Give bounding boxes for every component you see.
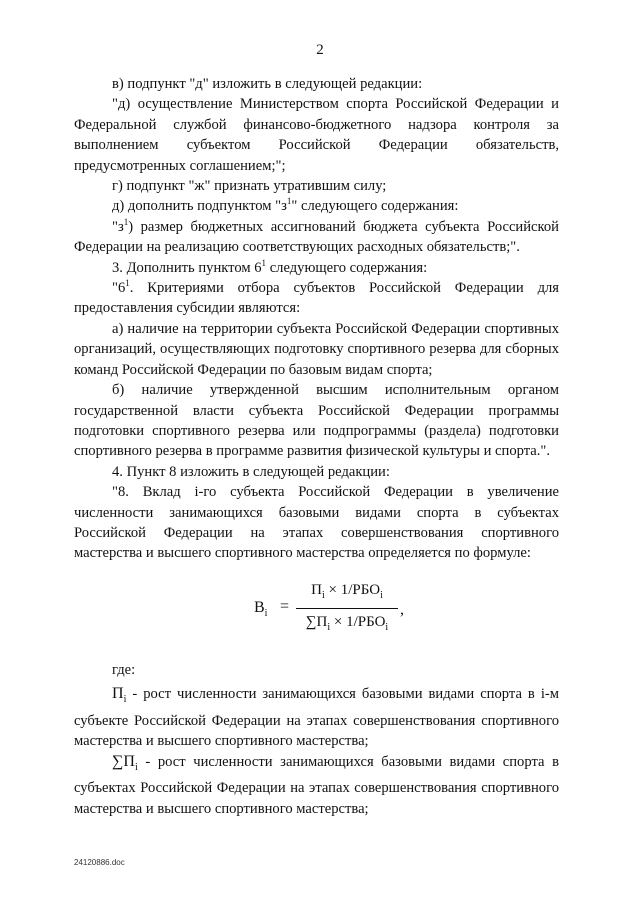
formula-lhs <box>254 598 267 625</box>
symbol-subscript: i <box>123 694 127 706</box>
paragraph-criterion-a: а) наличие на территории субъекта Российской Федерации спортивных организаций, осуществляющих подготовку спортивного резерва для сборных команд Российской Федерации по базовым видам спорта; <box>74 320 559 378</box>
definition-text: - рост численности занимающихся базовыми видами спорта в i-м субъекте Российской Федерации на этапах совершенствования спортивного мастерства и высшего спортивного мастерства; <box>74 686 559 750</box>
denominator-term: × 1/РБО <box>330 614 386 631</box>
formula-numerator <box>296 580 398 609</box>
numerator-subscript: i <box>321 589 325 601</box>
denominator-subscript-2: i <box>385 622 389 634</box>
numerator-symbol: П <box>311 581 322 598</box>
text-fragment: " следующего содержания: <box>291 198 459 215</box>
superscript: 1 <box>123 216 129 227</box>
text-fragment: "6 <box>112 280 126 297</box>
numerator-subscript-2: i <box>380 589 383 601</box>
paragraph-6-1 <box>74 278 559 319</box>
formula-denominator <box>296 609 398 638</box>
document-body <box>74 74 559 819</box>
paragraph-item-3 <box>74 258 559 278</box>
page-number: 2 <box>316 42 324 58</box>
formula-lhs-symbol: B <box>254 598 265 616</box>
paragraph-8: "8. Вклад i-го субъекта Российской Федерации в увеличение численности занимающихся базовыми видами спорта в субъектах Российской Федерации на этапах совершенствования спортивного мастерства и высшего спортивного мастерства определяется по формуле: <box>74 484 559 562</box>
formula-fraction <box>296 580 398 639</box>
formula <box>74 580 559 648</box>
symbol-subscript: i <box>134 761 138 773</box>
paragraph-item-4: 4. Пункт 8 изложить в следующей редакции: <box>112 463 390 480</box>
numerator-term: × 1/РБО <box>324 581 381 598</box>
text-fragment: "з <box>112 218 124 235</box>
paragraph-criterion-b: б) наличие утвержденной высшим исполнительным органом государственной власти субъекта Российской Федерации программы подготовки спортивного резерва или подпрограммы (раздела) подготовки спортивного резерва в программе развития физической культуры и спорта.". <box>74 382 559 460</box>
definition-symbol <box>112 685 127 706</box>
formula-equals: = <box>280 597 290 615</box>
paragraph-g: г) подпункт "ж" признать утратившим силу; <box>112 178 387 195</box>
definition-symbol <box>112 752 138 773</box>
text-fragment: следующего содержания: <box>266 259 428 276</box>
text-fragment: ) размер бюджетных ассигнований бюджета субъекта Российской Федерации на реализацию соответствующих расходных обязательств;". <box>74 218 559 256</box>
file-footer: 24120886.doc <box>74 858 125 867</box>
definition-pi <box>74 684 559 751</box>
paragraph-v: в) подпункт "д" изложить в следующей редакции: <box>112 76 423 92</box>
where-label: где: <box>112 661 136 678</box>
formula-comma: , <box>400 600 404 618</box>
text-fragment: 3. Дополнить пунктом 6 <box>112 259 262 276</box>
paragraph-z1 <box>74 217 559 258</box>
definition-sum-pi <box>74 752 559 819</box>
superscript: 1 <box>261 257 267 268</box>
denominator-subscript: i <box>327 622 331 634</box>
paragraph-d-add <box>74 196 559 216</box>
paragraph-d-text: "д) осуществление Министерством спорта Российской Федерации и Федеральной службой финансово-бюджетного надзора контроля за выполнением субъектом Российской Федерации обязательств, предусмотренных соглашением;"; <box>74 96 559 174</box>
text-fragment: . Критериями отбора субъектов Российской Федерации для предоставления субсидии являются: <box>74 280 559 317</box>
text-fragment: д) дополнить подпунктом "з <box>112 198 287 215</box>
denominator-symbol: ∑П <box>305 614 328 631</box>
superscript: 1 <box>125 278 130 289</box>
symbol-text: ∑П <box>112 752 135 770</box>
symbol-text: П <box>112 685 124 703</box>
definition-text: - рост численности занимающихся базовыми видами спорта в субъектах Российской Федерации на этапах совершенствования спортивного мастерства и высшего спортивного мастерства; <box>74 753 559 817</box>
superscript: 1 <box>286 196 292 207</box>
formula-lhs-subscript: i <box>264 607 268 619</box>
